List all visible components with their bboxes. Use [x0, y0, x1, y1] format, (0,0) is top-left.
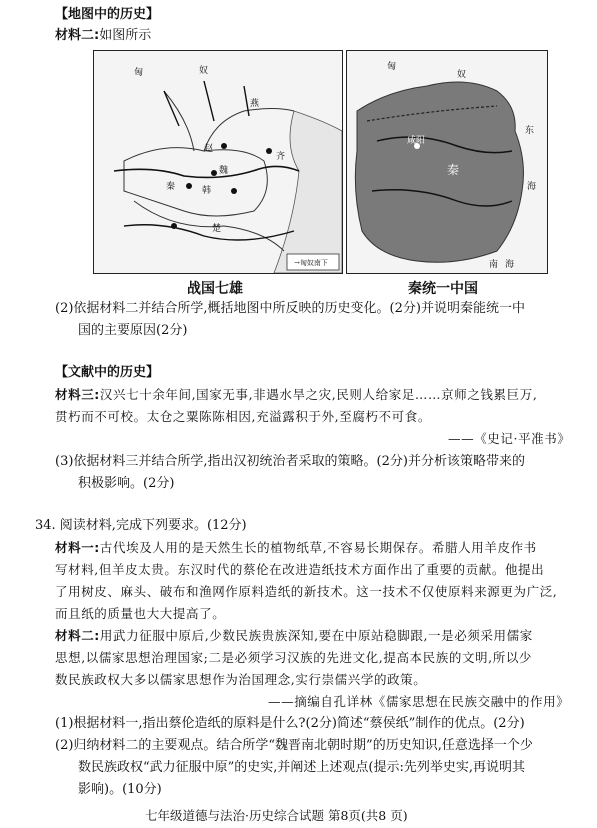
map-label: 秦 [166, 182, 176, 192]
material-two-label: 材料二: [55, 28, 100, 43]
q34-material-two-text: 用武力征服中原后,少数民族贵族深知,要在中原站稳脚跟,一是必须采用儒家 [99, 628, 533, 643]
question-34-title: 34. 阅读材料,完成下列要求。(12分) [35, 518, 247, 533]
material-three-text: 汉兴七十余年间,国家无事,非遇水旱之灾,民则人给家足……京师之钱累巨万, [99, 387, 538, 402]
q34-material-one-line-3: 了用树皮、麻头、破布和渔网作原料造纸的新技术。这一技术不仅使原料来源更为广泛, [55, 584, 558, 599]
map-label: 楚 [212, 224, 222, 234]
qin-unification-map [346, 50, 548, 274]
q34-material-two-line-1 [55, 625, 533, 647]
map-legend: →匈奴南下 [294, 259, 328, 267]
q34-material-two-source: ——摘编自孔详林《儒家思想在民族交融中的作用》 [268, 694, 570, 709]
material-three-label: 材料三: [55, 387, 100, 402]
map-label: 咸阳 [407, 136, 426, 146]
q34-material-one-line-4: 而且纸的质量也大大提高了。 [55, 606, 226, 621]
q34-material-one-label: 材料一: [55, 540, 100, 555]
question-2-line-1: (2)依据材料二并结合所学,概括地图中所反映的历史变化。(2分)并说明秦能统一中 [55, 301, 525, 316]
map-label: 赵 [204, 144, 214, 154]
warring-states-map-graphic [94, 51, 342, 273]
map-label: 海 [505, 260, 515, 270]
map-label: 匈 [134, 68, 144, 78]
section-heading-map-history: 【地图中的历史】 [55, 7, 160, 22]
material-two-text: 如图所示 [99, 28, 152, 43]
q34-question-1: (1)根据材料一,指出蔡伦造纸的原料是什么?(2分)简述“蔡侯纸”制作的优点。(2分) [55, 716, 525, 731]
material-three-line-1 [55, 384, 537, 406]
map-label: 海 [527, 182, 537, 192]
q34-material-two-line-3: 数民族政权大多以儒家思想作为治国理念,实行崇儒兴学的政策。 [55, 672, 427, 687]
map-label: 燕 [250, 99, 260, 109]
q34-question-2-line-3: 影响)。(10分) [78, 782, 162, 797]
map-label: 匈 [387, 62, 397, 72]
q34-material-one-line-1 [55, 537, 537, 559]
material-three-line-2: 贯朽而不可校。太仓之粟陈陈相因,充溢露积于外,至腐朽不可食。 [55, 409, 431, 424]
q34-question-2-line-2: 数民族政权“武力征服中原”的史实,并阐述上述观点(提示:先列举史实,再说明其 [78, 760, 526, 775]
material-two-line [55, 27, 151, 45]
question-2-line-2: 国的主要原因(2分) [78, 323, 188, 338]
map-label: 奴 [199, 66, 209, 76]
map-label: 齐 [276, 152, 286, 162]
q34-material-two-line-2: 思想,以儒家思想治理国家;二是必须学习汉族的先进文化,提高本民族的文明,所以少 [55, 650, 533, 665]
question-3-line-2: 积极影响。(2分) [78, 476, 175, 491]
section-heading-document-history: 【文献中的历史】 [55, 365, 160, 380]
map-caption-warring-states: 战国七雄 [187, 281, 243, 297]
warring-states-map [93, 50, 343, 274]
page-footer: 七年级道德与法治·历史综合试题 第8页(共8 页) [145, 808, 408, 823]
q34-question-2-line-1: (2)归纳材料二的主要观点。结合所学“魏晋南北朝时期”的历史知识,任意选择一个少 [55, 738, 533, 753]
map-label: 南 [489, 260, 499, 270]
map-label: 秦 [447, 163, 460, 177]
map-label: 东 [525, 126, 535, 136]
map-label: 奴 [457, 70, 467, 80]
map-caption-qin: 秦统一中国 [408, 281, 478, 297]
q34-material-one-line-2: 写材料,但羊皮太贵。东汉时代的蔡伦在改进造纸技术方面作出了重要的贡献。他提出 [55, 562, 545, 577]
map-label: 魏 [219, 166, 229, 176]
map-label: 韩 [202, 186, 212, 196]
question-3-line-1: (3)依据材料三并结合所学,指出汉初统治者采取的策略。(2分)并分析该策略带来的 [55, 454, 525, 469]
q34-material-two-label: 材料二: [55, 628, 100, 643]
material-three-source: ——《史记·平准书》 [448, 431, 571, 446]
q34-material-one-text: 古代埃及人用的是天然生长的植物纸草,不容易长期保存。希腊人用羊皮作书 [99, 540, 537, 555]
